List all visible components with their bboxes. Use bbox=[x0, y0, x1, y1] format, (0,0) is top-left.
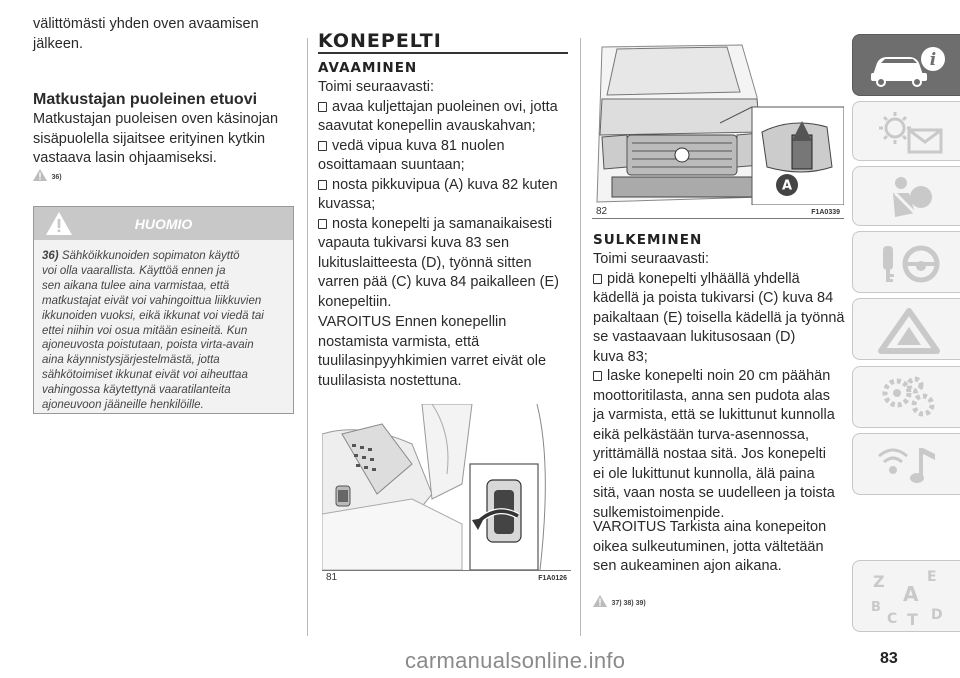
note-line: ettei niihin voi osua mitään esineitä. Kun bbox=[42, 324, 248, 337]
section-subtitle: AVAAMINEN bbox=[318, 60, 418, 76]
index-letter: E bbox=[927, 569, 937, 585]
van-front-hood-illustration bbox=[592, 37, 844, 205]
intro-line: jälkeen. bbox=[33, 35, 83, 52]
key-steering-icon bbox=[871, 240, 945, 288]
figure-number: 81 bbox=[326, 572, 338, 583]
watermark: carmanualsonline.info bbox=[405, 648, 626, 673]
step-line: paikaltaan (E) toisella kädellä ja työnnä bbox=[593, 309, 845, 326]
body-line: Matkustajan puoleisen oven käsinojan bbox=[33, 111, 279, 127]
figure-rule bbox=[592, 218, 844, 219]
step-line: ja varmista, että se lukittunut kunnolla bbox=[593, 407, 835, 423]
step-line: se vastaavaan lukitusosaan (D) bbox=[593, 329, 796, 345]
step-line: kuvassa; bbox=[318, 196, 376, 212]
note-line: sen aikana tulee aina varmistaa, että bbox=[42, 279, 230, 292]
note-number: 36) bbox=[42, 250, 59, 262]
step-item: avaa kuljettajan puoleinen ovi, jotta bbox=[318, 98, 578, 118]
step-line: osoittamaan suuntaan; bbox=[318, 157, 465, 173]
safety-airbag-icon bbox=[871, 173, 945, 221]
body-line: vastaava lasin ohjaamiseksi. bbox=[33, 150, 217, 166]
warning-line: sen aukeaminen ajon aikana. bbox=[593, 558, 782, 574]
body-line: sisäpuolella sijaitsee erityinen kytkin bbox=[33, 130, 266, 147]
warning-triangle-icon bbox=[33, 169, 47, 181]
note-line: matkustajat eivät voi vahingoittua liikkuvien bbox=[42, 294, 262, 307]
note-line: voi olla vaarallista. Käyttöä ennen ja bbox=[42, 264, 226, 277]
note-line: sähkötoimiset ikkunat eivät voi aiheuttaa bbox=[42, 369, 248, 382]
page-number: 83 bbox=[880, 650, 898, 667]
svg-text:i: i bbox=[929, 50, 937, 70]
step-item: vedä vipua kuva 81 nuolen bbox=[318, 137, 578, 157]
step-line: varren pää (C) kuva 84 paikalleen (E) bbox=[318, 274, 559, 290]
warning-triangle-icon bbox=[593, 595, 607, 607]
car-info-icon bbox=[867, 45, 947, 87]
page-title: KONEPELTI bbox=[318, 30, 442, 52]
hood-release-lever-illustration bbox=[322, 404, 571, 570]
figure-81 bbox=[322, 404, 571, 583]
tab-emergency[interactable] bbox=[852, 298, 960, 360]
index-letter: A bbox=[903, 582, 919, 606]
warning-line: tuulilasinpyyhkimien varret eivät ole bbox=[318, 353, 547, 369]
warning-line: VAROITUS Tarkista aina konepeiton bbox=[593, 519, 827, 535]
section-heading: Matkustajan puoleinen etuovi bbox=[33, 91, 258, 108]
note-line: ikkunoiden vuoksi, eikä ikkunat voi viedä tai bbox=[42, 309, 264, 322]
step-line: saavutat konepellin avauskahvan; bbox=[318, 118, 536, 134]
note-line: Sähköikkunoiden sopimaton käyttö bbox=[61, 250, 240, 262]
warning-triangle-icon bbox=[871, 307, 945, 355]
tab-maintenance[interactable] bbox=[852, 366, 960, 428]
checkbox-bullet-icon bbox=[318, 180, 327, 190]
index-letter: T bbox=[907, 610, 918, 627]
figure-82 bbox=[592, 37, 844, 217]
note-line: ajoneuvoon jääneille henkilöille. bbox=[42, 399, 204, 412]
figure-code: F1A0126 bbox=[538, 575, 567, 582]
warning-line: VAROITUS Ennen konepellin bbox=[318, 314, 507, 330]
step-line: sitä, vaan nosta se uudelleen ja toista bbox=[593, 485, 835, 501]
title-rule bbox=[318, 52, 568, 54]
step-line: vapauta tukivarsi kuva 83 sen bbox=[318, 235, 510, 251]
step-line: sulkemistoimenpide. bbox=[593, 504, 725, 521]
checkbox-bullet-icon bbox=[318, 141, 327, 151]
note-line: ajoneuvosta poistutaan, poista virta-avain bbox=[42, 339, 254, 352]
note-title: HUOMIO bbox=[134, 216, 193, 232]
note-line: vahingossa käytettynä vaaratilanteita bbox=[42, 384, 231, 397]
note-header bbox=[34, 207, 293, 240]
figure-code: F1A0339 bbox=[811, 209, 840, 216]
warning-note-box bbox=[33, 206, 294, 414]
step-line: moottoritilasta, anna sen pudota alas bbox=[593, 387, 830, 404]
intro-text: Toimi seuraavasti: bbox=[318, 79, 435, 95]
tab-vehicle-info[interactable] bbox=[852, 34, 960, 96]
step-item: nosta pikkuvipua (A) kuva 82 kuten bbox=[318, 176, 578, 196]
step-line: kädellä ja poista tukivarsi (C) kuva 84 bbox=[593, 290, 834, 306]
ref-number: 36) bbox=[51, 174, 62, 181]
column-divider bbox=[580, 38, 581, 636]
intro-text: Toimi seuraavasti: bbox=[593, 251, 710, 267]
warning-line: tuulilasista nostettuna. bbox=[318, 372, 462, 389]
figure-label-a: A bbox=[781, 178, 793, 194]
checkbox-bullet-icon bbox=[593, 274, 602, 284]
note-text bbox=[42, 249, 287, 413]
figure-rule bbox=[322, 570, 571, 571]
checkbox-bullet-icon bbox=[593, 371, 602, 381]
index-letter: Z bbox=[873, 572, 885, 591]
tab-multimedia[interactable] bbox=[852, 433, 960, 495]
section-heading: SULKEMINEN bbox=[593, 232, 703, 248]
ref-marker bbox=[33, 166, 62, 184]
step-line: kuva 83; bbox=[593, 348, 648, 365]
note-line: aina käynnistysjärjestelmästä, jotta bbox=[42, 354, 220, 367]
index-letter: D bbox=[931, 607, 943, 623]
figure-number: 82 bbox=[596, 206, 608, 217]
step-item: pidä konepelti ylhäällä yhdellä bbox=[593, 270, 853, 290]
warning-line: oikea sulkeutuminen, jotta vältetään bbox=[593, 538, 824, 555]
warning-lights-icon bbox=[871, 110, 945, 156]
index-letter: B bbox=[871, 600, 881, 615]
step-line: yrittämällä nostaa sitä. Jos konepelti bbox=[593, 446, 826, 462]
multimedia-music-icon bbox=[871, 440, 945, 490]
step-item: nosta konepelti ja samanaikaisesti bbox=[318, 215, 578, 235]
warning-line: nostamista varmista, että bbox=[318, 333, 480, 350]
tab-starting-driving[interactable] bbox=[852, 231, 960, 293]
intro-line: välittömästi yhden oven avaamisen bbox=[33, 16, 259, 32]
step-line: ei ole lukittunut kunnolla, älä paina bbox=[593, 465, 815, 482]
step-line: eikä pelkästään turva-asennossa, bbox=[593, 426, 810, 443]
tab-warning-lights[interactable] bbox=[852, 101, 960, 161]
step-item: laske konepelti noin 20 cm päähän bbox=[593, 367, 853, 387]
column-divider bbox=[307, 38, 308, 636]
ref-marker bbox=[593, 592, 646, 610]
tab-index[interactable] bbox=[852, 560, 960, 632]
checkbox-bullet-icon bbox=[318, 219, 327, 229]
checkbox-bullet-icon bbox=[318, 102, 327, 112]
step-line: konepeltiin. bbox=[318, 293, 392, 310]
index-letters-icon bbox=[869, 567, 949, 627]
ref-numbers: 37) 38) 39) bbox=[611, 600, 646, 607]
tab-safety[interactable] bbox=[852, 166, 960, 226]
step-line: lukituslaitteesta (D), työnnä sitten bbox=[318, 254, 532, 271]
maintenance-gears-icon bbox=[871, 373, 945, 423]
index-letter: C bbox=[887, 611, 898, 627]
